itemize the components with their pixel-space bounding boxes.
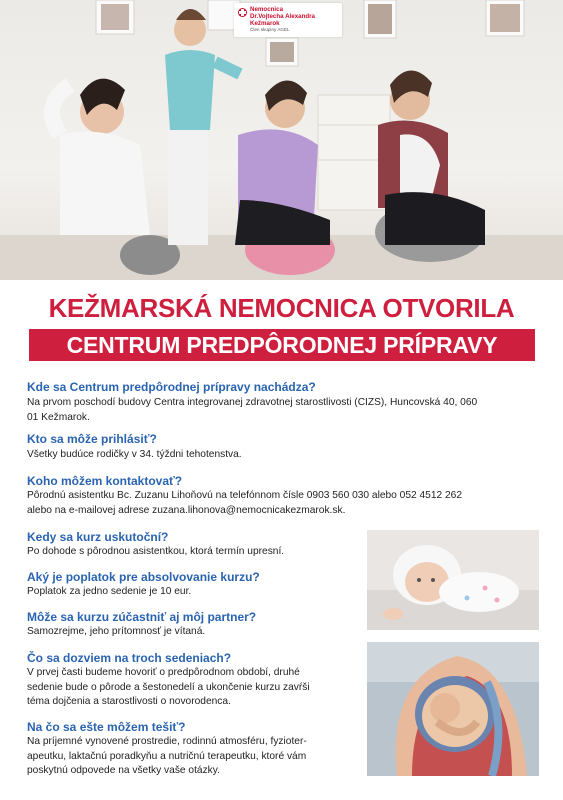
subheadline-banner: [29, 329, 535, 361]
answer-line: apeutku, laktačnú poradkyňu a nutričnú terapeutku, ktoré vám: [27, 750, 307, 762]
answer-line: téma dojčenia a starostlivosti o novorodenca.: [27, 696, 231, 707]
answer: [27, 396, 542, 425]
logo-line-2: Dr.Vojtecha Alexandra: [250, 13, 315, 20]
answer-line: Poplatok za jedno sedenie je 10 eur.: [27, 586, 192, 597]
answer-line: V prvej časti budeme hovoriť o predpôrodnom období, druhé: [27, 667, 300, 678]
hero-photo: [0, 0, 563, 280]
answer: [27, 545, 357, 560]
question: Aký je poplatok pre absolvovanie kurzu?: [27, 570, 260, 584]
answer-line: 01 Kežmarok.: [27, 411, 90, 423]
cross-icon: [238, 8, 247, 17]
answer: [27, 489, 547, 518]
hospital-logo: [234, 3, 342, 37]
question: Koho môžem kontaktovať?: [27, 474, 183, 488]
answer-line: sedenie bude o pôrode a šestonedelí a ukončenie kurzu zavŕši: [27, 681, 310, 693]
answer-line: Pôrodnú asistentku Bc. Zuzanu Lihoňovú na telefónnom čísle 0903 560 030 alebo 052 4512 262: [27, 490, 462, 501]
logo-line-4: Člen skupiny AGEL: [250, 27, 290, 32]
answer: [27, 666, 357, 710]
question: Kde sa Centrum predpôrodnej prípravy nachádza?: [27, 380, 316, 394]
headline: KEŽMARSKÁ NEMOCNICA OTVORILA: [48, 293, 515, 323]
hero-illustration: [0, 0, 563, 280]
answer-line: poskytnú odpovede na všetky vaše otázky.: [27, 765, 220, 776]
question: Môže sa kurzu zúčastniť aj môj partner?: [27, 610, 257, 624]
baby-doll-photo: [367, 530, 539, 630]
answer-line: Na prvom poschodí budovy Centra integrovanej zdravotnej starostlivosti (CIZS), Huncovská 40, 060: [27, 397, 478, 408]
answer-line: Po dohode s pôrodnou asistentkou, ktorá termín upresní.: [27, 546, 285, 557]
pregnancy-model-illustration: [367, 642, 539, 776]
baby-doll-illustration: [367, 530, 539, 630]
answer: [27, 735, 357, 779]
logo-line-3: Kežmarok: [250, 20, 280, 27]
logo-line-1: Nemocnica: [250, 6, 284, 13]
question: Čo sa dozviem na troch sedeniach?: [27, 651, 232, 665]
answer-line: Samozrejme, jeho prítomnosť je vítaná.: [27, 626, 206, 637]
answer: [27, 625, 357, 640]
answer-line: Na príjemné vynovené prostredie, rodinnú atmosféru, fyzioter-: [27, 736, 307, 747]
answer-line: alebo na e-mailovej adrese zuzana.lihonova@nemocnicakezmarok.sk.: [27, 504, 346, 516]
answer-line: Všetky budúce rodičky v 34. týždni tehotenstva.: [27, 449, 242, 460]
question: Kedy sa kurz uskutoční?: [27, 530, 169, 544]
answer: [27, 448, 542, 463]
question: Kto sa môže prihlásiť?: [27, 432, 157, 446]
answer: [27, 585, 357, 600]
subheadline: CENTRUM PREDPÔRODNEJ PRÍPRAVY: [66, 332, 498, 358]
question: Na čo sa ešte môžem tešiť?: [27, 720, 186, 734]
pregnancy-model-photo: [367, 642, 539, 776]
